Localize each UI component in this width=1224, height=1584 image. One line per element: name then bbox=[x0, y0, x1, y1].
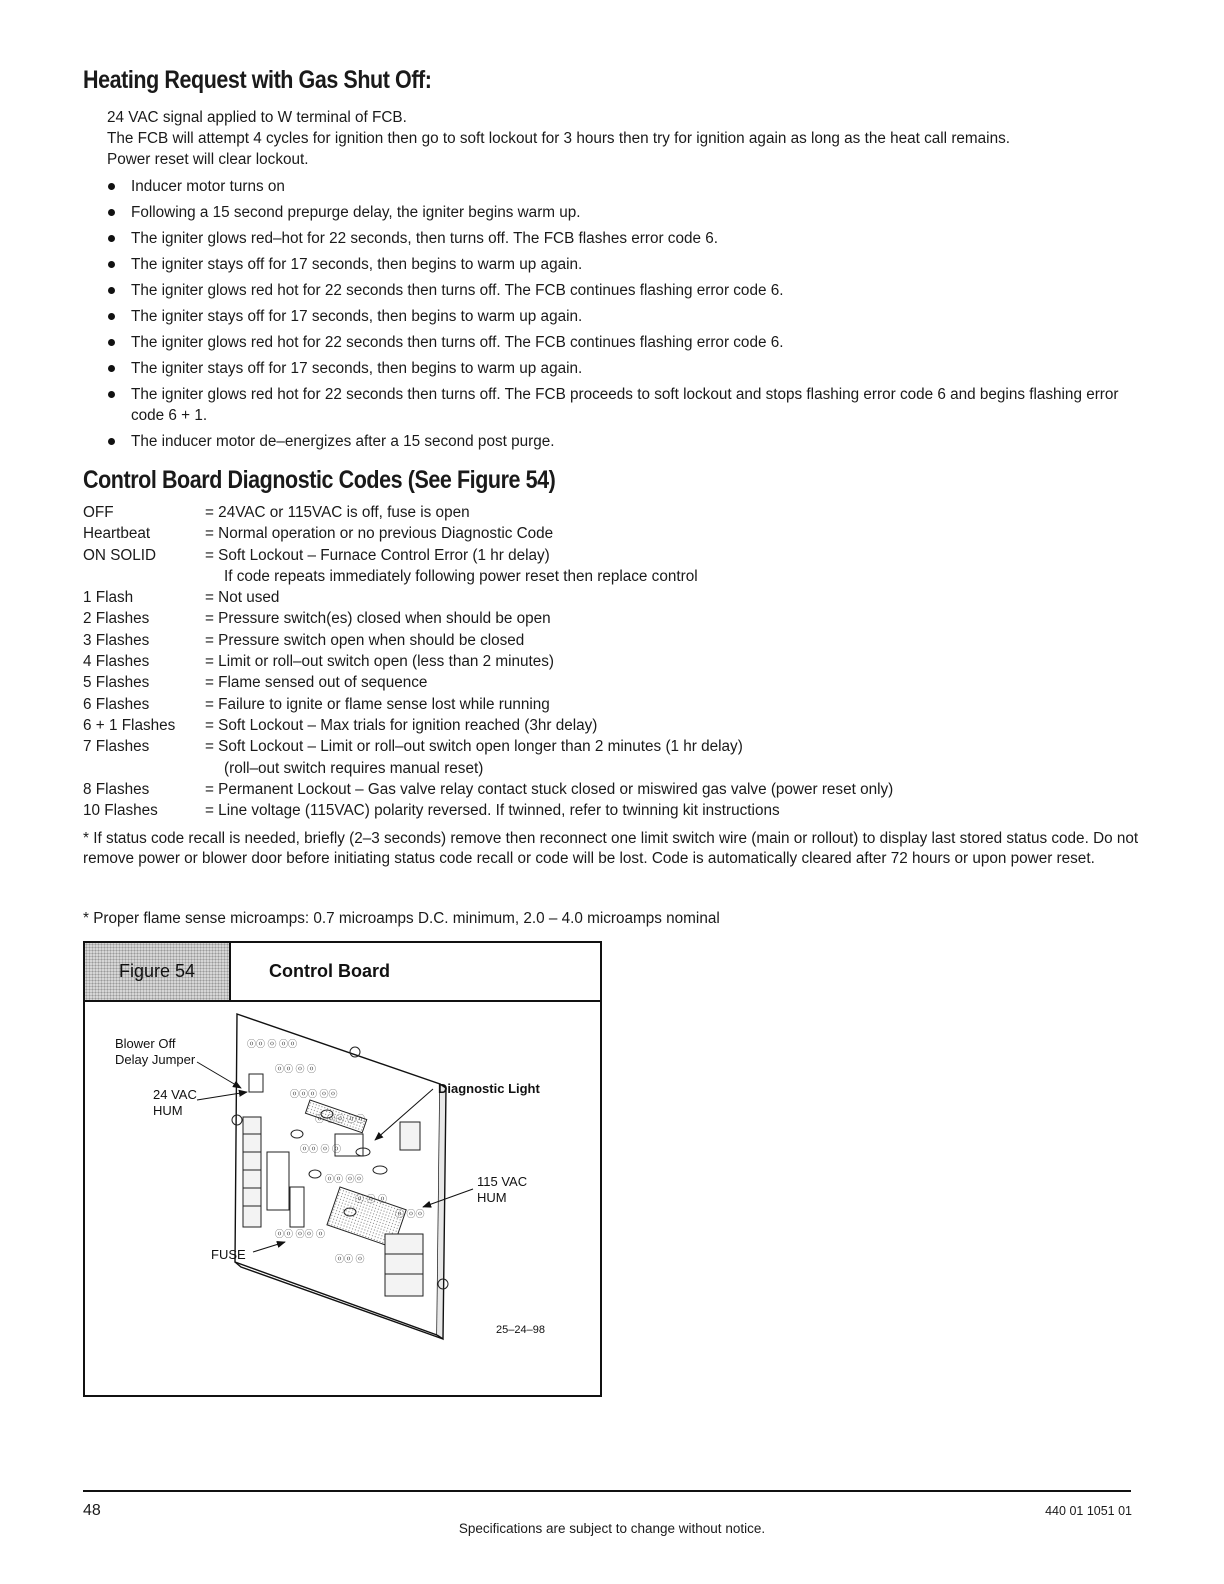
desc-cell: = Not used bbox=[205, 589, 280, 607]
svg-text:ⓞⓞ ⓞ ⓞ: ⓞⓞ ⓞ ⓞ bbox=[300, 1144, 342, 1154]
code-cell: 4 Flashes bbox=[83, 653, 150, 671]
svg-text:ⓞⓞ ⓞ ⓞ: ⓞⓞ ⓞ ⓞ bbox=[275, 1064, 317, 1074]
list-item: The igniter glows red hot for 22 seconds then turns off. The FCB proceeds to soft lockout and stops flashing error code 6 and begins flashing error code 6 + 1. bbox=[107, 384, 1147, 426]
desc-cell: = Flame sensed out of sequence bbox=[205, 674, 428, 692]
desc-cell: = Limit or roll–out switch open (less than 2 minutes) bbox=[205, 653, 555, 671]
desc-cell: = Pressure switch(es) closed when should be open bbox=[205, 610, 551, 628]
table-row bbox=[83, 779, 893, 800]
document-number: 440 01 1051 01 bbox=[1045, 1504, 1132, 1518]
desc-cell: = Soft Lockout – Max trials for ignition reached (3hr delay) bbox=[205, 716, 598, 734]
desc-cell: = Normal operation or no previous Diagnostic Code bbox=[205, 525, 554, 543]
list-item: The igniter stays off for 17 seconds, then begins to warm up again. bbox=[107, 358, 1147, 379]
intro-line: The FCB will attempt 4 cycles for ignition then go to soft lockout for 3 hours then try for ignition again as long as the heat call remains. bbox=[107, 130, 1010, 147]
svg-text:ⓞ ⓞⓞ: ⓞ ⓞⓞ bbox=[395, 1209, 425, 1219]
list-item: The igniter glows red hot for 22 seconds then turns off. The FCB continues flashing error code 6. bbox=[107, 332, 1147, 353]
table-row bbox=[83, 672, 893, 693]
figure-header bbox=[85, 943, 600, 1002]
part-number-label: 25–24–98 bbox=[496, 1324, 545, 1336]
table-row bbox=[83, 736, 893, 757]
fuse-label: FUSE bbox=[211, 1247, 246, 1262]
code-cell: OFF bbox=[83, 504, 114, 521]
desc-cell: = Soft Lockout – Limit or roll–out switch open longer than 2 minutes (1 hr delay) bbox=[205, 738, 743, 756]
table-row bbox=[83, 587, 893, 608]
svg-text:ⓞⓞⓞ ⓞⓞ: ⓞⓞⓞ ⓞⓞ bbox=[290, 1089, 338, 1099]
table-row bbox=[83, 694, 893, 715]
figure-54-control-board bbox=[83, 941, 602, 1397]
code-cell bbox=[83, 566, 205, 587]
vac115-label-line2: HUM bbox=[477, 1190, 507, 1205]
table-row bbox=[83, 566, 893, 587]
section-title-heating-request: Heating Request with Gas Shut Off: bbox=[83, 66, 432, 94]
code-cell: 6 Flashes bbox=[83, 695, 150, 713]
svg-text:ⓞ ⓞ ⓞ: ⓞ ⓞ ⓞ bbox=[355, 1194, 388, 1204]
desc-cell: = Pressure switch open when should be closed bbox=[205, 631, 525, 649]
code-cell: 1 Flash bbox=[83, 589, 134, 607]
code-cell: 2 Flashes bbox=[83, 610, 150, 628]
diagnostic-codes-table bbox=[83, 502, 893, 821]
desc-cell: = Soft Lockout – Furnace Control Error (1 hr delay) bbox=[205, 546, 550, 564]
control-board-illustration bbox=[85, 1002, 600, 1394]
desc-cell: (roll–out switch requires manual reset) bbox=[224, 759, 484, 777]
code-cell bbox=[83, 758, 205, 779]
table-row bbox=[83, 545, 893, 566]
svg-text:ⓞⓞ ⓞ ⓞⓞ: ⓞⓞ ⓞ ⓞⓞ bbox=[247, 1039, 298, 1049]
intro-line: 24 VAC signal applied to W terminal of FCB. bbox=[107, 109, 407, 126]
table-row bbox=[83, 608, 893, 629]
table-row bbox=[83, 715, 893, 736]
page-number: 48 bbox=[83, 1502, 101, 1519]
table-row bbox=[83, 630, 893, 651]
blower-off-label-line2: Delay Jumper bbox=[115, 1052, 196, 1067]
table-row bbox=[83, 758, 893, 779]
vac24-label-line1: 24 VAC bbox=[153, 1087, 197, 1102]
status-code-recall-note: * If status code recall is needed, briefly (2–3 seconds) remove then reconnect one limit switch wire (main or rollout) to display last stored status code. Do not remove power or blower door before initiating status code recall or code will be lost. Code is automatically cleared after 72 hours or upon power reset. bbox=[83, 830, 1139, 867]
list-item: The igniter glows red–hot for 22 seconds, then turns off. The FCB flashes error code 6. bbox=[107, 228, 1147, 249]
list-item: The igniter glows red hot for 22 seconds then turns off. The FCB continues flashing error code 6. bbox=[107, 280, 1147, 301]
desc-cell: = Line voltage (115VAC) polarity reversed. If twinned, refer to twinning kit instructions bbox=[205, 802, 780, 820]
table-row bbox=[83, 502, 893, 523]
svg-text:ⓞ ⓞⓞ ⓞⓞ: ⓞ ⓞⓞ ⓞⓞ bbox=[315, 1114, 366, 1124]
code-cell: 7 Flashes bbox=[83, 738, 150, 756]
svg-text:ⓞⓞ ⓞⓞ ⓞ: ⓞⓞ ⓞⓞ ⓞ bbox=[275, 1229, 326, 1239]
vac115-label-line1: 115 VAC bbox=[477, 1174, 528, 1189]
code-cell: 6 + 1 Flashes bbox=[83, 716, 176, 734]
desc-cell: If code repeats immediately following power reset then replace control bbox=[224, 567, 698, 585]
desc-cell: = Failure to ignite or flame sense lost while running bbox=[205, 695, 550, 713]
code-cell: 3 Flashes bbox=[83, 631, 150, 649]
svg-text:ⓞⓞ ⓞⓞ: ⓞⓞ ⓞⓞ bbox=[325, 1174, 364, 1184]
desc-cell: = 24VAC or 115VAC is off, fuse is open bbox=[205, 504, 470, 521]
code-cell: 5 Flashes bbox=[83, 674, 150, 692]
desc-cell: = Permanent Lockout – Gas valve relay contact stuck closed or miswired gas valve (power reset only) bbox=[205, 780, 894, 798]
table-row bbox=[83, 651, 893, 672]
code-cell: 8 Flashes bbox=[83, 780, 150, 798]
figure-title: Control Board bbox=[269, 961, 390, 981]
table-row bbox=[83, 800, 893, 821]
list-item: Inducer motor turns on bbox=[107, 176, 1147, 197]
footer-note: Specifications are subject to change without notice. bbox=[458, 1521, 766, 1536]
vac24-label-line2: HUM bbox=[153, 1103, 183, 1118]
section-title-diagnostic-codes: Control Board Diagnostic Codes (See Figure 54) bbox=[83, 466, 556, 494]
code-cell: 10 Flashes bbox=[83, 802, 158, 820]
list-item: Following a 15 second prepurge delay, the igniter begins warm up. bbox=[107, 202, 1147, 223]
table-row bbox=[83, 523, 893, 544]
svg-text:ⓞⓞ ⓞ: ⓞⓞ ⓞ bbox=[335, 1254, 365, 1264]
list-item: The inducer motor de–energizes after a 15 second post purge. bbox=[107, 431, 1147, 452]
heating-request-intro bbox=[107, 107, 1147, 170]
list-item: The igniter stays off for 17 seconds, then begins to warm up again. bbox=[107, 306, 1147, 327]
footer-divider bbox=[83, 1490, 1131, 1492]
flame-sense-note: * Proper flame sense microamps: 0.7 microamps D.C. minimum, 2.0 – 4.0 microamps nominal bbox=[83, 910, 720, 927]
code-cell: ON SOLID bbox=[83, 546, 157, 564]
code-cell: Heartbeat bbox=[83, 525, 151, 543]
list-item: The igniter stays off for 17 seconds, then begins to warm up again. bbox=[107, 254, 1147, 275]
blower-off-label-line1: Blower Off bbox=[115, 1036, 176, 1051]
figure-number: Figure 54 bbox=[85, 943, 231, 1000]
ignition-sequence-list bbox=[107, 176, 1147, 457]
intro-line: Power reset will clear lockout. bbox=[107, 151, 309, 168]
diagnostic-light-label: Diagnostic Light bbox=[438, 1081, 540, 1096]
